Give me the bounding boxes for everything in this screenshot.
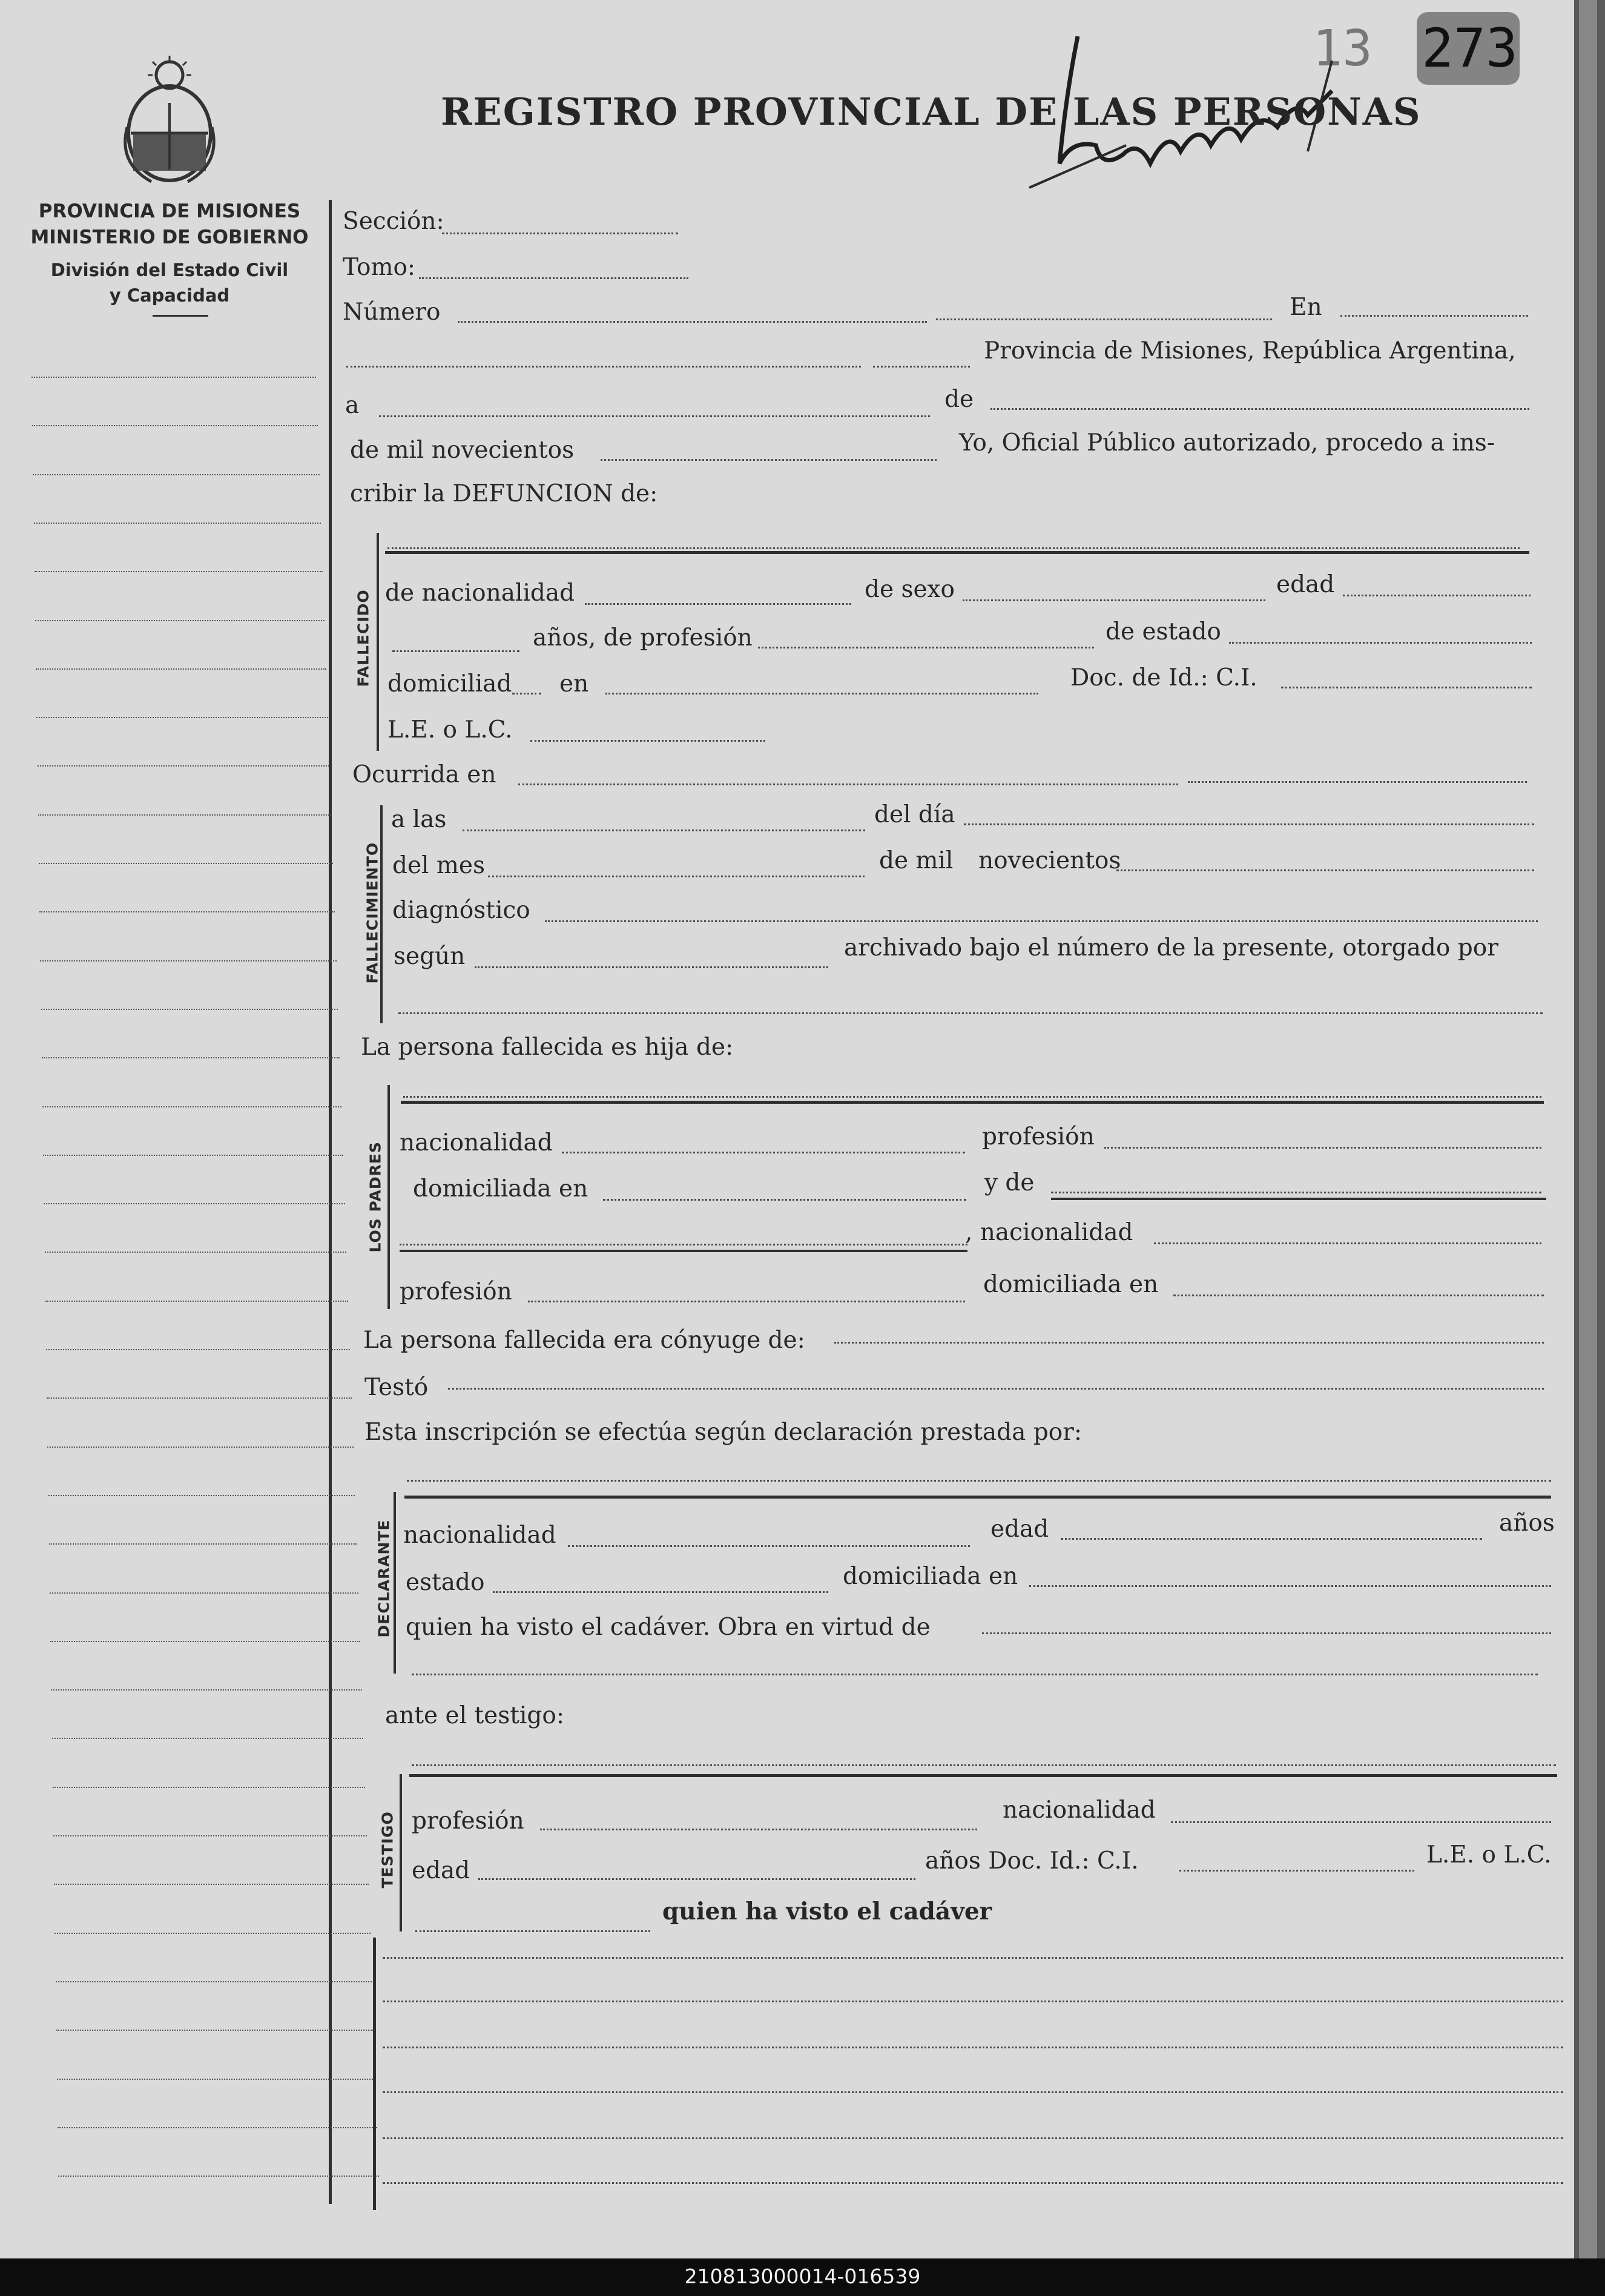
domicilio-field[interactable] (605, 693, 1038, 694)
inscribir-text: cribir la DEFUNCION de: (350, 480, 658, 507)
margin-line (57, 2079, 375, 2080)
padres-bracket (387, 1085, 390, 1309)
margin-line (45, 1301, 348, 1302)
image-caption: 210813000014-016539 (684, 2265, 921, 2288)
testo-label: Testó (364, 1374, 429, 1401)
margin-line (47, 1447, 353, 1448)
margin-line (58, 2176, 378, 2177)
notes-line[interactable] (383, 2047, 1563, 2048)
madre-name-field[interactable] (1051, 1192, 1541, 1193)
declarante-edad-field[interactable] (1061, 1538, 1482, 1540)
segun-label: según (394, 943, 466, 970)
coat-of-arms-icon (115, 54, 224, 188)
a-las-label: a las (391, 806, 447, 833)
estado-field[interactable] (1229, 642, 1532, 644)
padre-name-field[interactable] (403, 1096, 1541, 1098)
margin-line (41, 1009, 338, 1010)
seccion-field[interactable] (442, 233, 678, 234)
padre-profesion-field[interactable] (1104, 1147, 1541, 1149)
madre-domiciliada-label: domiciliada en (983, 1271, 1159, 1298)
column-divider (329, 200, 332, 2204)
diagnostico-field[interactable] (545, 920, 1538, 922)
header-capacity: y Capacidad (109, 285, 230, 306)
place-field-2[interactable] (873, 366, 970, 368)
tomo-field[interactable] (419, 277, 688, 279)
tomo-label: Tomo: (343, 254, 416, 281)
margin-line (49, 1543, 357, 1545)
dia-field[interactable] (964, 823, 1534, 825)
edad-field[interactable] (1343, 595, 1531, 596)
fallecido-label: FALLECIDO (354, 589, 372, 687)
en-field[interactable] (1340, 315, 1528, 317)
provincia-text: Provincia de Misiones, República Argentina, (984, 337, 1516, 365)
conyuge-field[interactable] (834, 1342, 1544, 1344)
nacionalidad-label: de nacionalidad (385, 579, 575, 607)
ocurrida-en-field[interactable] (518, 783, 1178, 785)
mes-field[interactable] (488, 876, 865, 877)
margin-line (39, 911, 335, 912)
archivado-text: archivado bajo el número de la presente, otorgado por (844, 934, 1498, 962)
fallecido-bracket (377, 533, 379, 751)
numero-label: Número (343, 299, 441, 326)
ci-field[interactable] (1281, 687, 1532, 688)
virtud-field[interactable] (982, 1632, 1551, 1634)
notes-line[interactable] (383, 2137, 1563, 2139)
testigo-nacionalidad-field[interactable] (1171, 1821, 1551, 1823)
estado-label: de estado (1106, 618, 1221, 645)
margin-line (44, 1203, 344, 1204)
header-province: PROVINCIA DE MISIONES (38, 200, 301, 222)
margin-line (36, 668, 326, 670)
testigo-label: TESTIGO (378, 1811, 397, 1889)
notes-line[interactable] (383, 1957, 1563, 1959)
padre-nacionalidad-label: nacionalidad (400, 1129, 553, 1156)
testigo-edad-label: edad (412, 1857, 470, 1884)
padre-domicilio-field[interactable] (603, 1199, 966, 1201)
padres-label: LOS PADRES (366, 1141, 384, 1253)
margin-line (53, 1787, 365, 1788)
margin-line (42, 1057, 340, 1058)
margin-line (54, 1884, 369, 1885)
padre-domiciliada-label: domiciliada en (413, 1175, 588, 1202)
declarante-domiciliada-label: domiciliada en (843, 1563, 1018, 1590)
hija-de-label: La persona fallecida es hija de: (361, 1034, 734, 1061)
declarante-estado-field[interactable] (493, 1591, 828, 1593)
nacionalidad-field[interactable] (585, 603, 851, 605)
margin-line (47, 1397, 352, 1399)
margin-line (38, 814, 331, 816)
margin-line (50, 1592, 358, 1594)
conyuge-label: La persona fallecida era cónyuge de: (363, 1327, 805, 1354)
margin-line (51, 1689, 361, 1691)
margin-line (36, 717, 328, 718)
sexo-field[interactable] (963, 599, 1265, 601)
madre-nacionalidad-label: , nacionalidad (965, 1219, 1133, 1246)
margin-line (45, 1252, 347, 1253)
notes-line[interactable] (383, 2001, 1563, 2002)
madre-underline-2 (400, 1250, 967, 1252)
doc-id-label: Doc. de Id.: C.I. (1070, 664, 1257, 691)
numero-field-2[interactable] (936, 318, 1272, 320)
header-underline (153, 315, 208, 317)
margin-line (56, 2030, 374, 2031)
testo-field[interactable] (448, 1388, 1544, 1390)
mil-novecientos-label: de mil novecientos (350, 437, 575, 464)
a-field[interactable] (379, 415, 930, 417)
header-ministry: MINISTERIO DE GOBIERNO (30, 226, 309, 248)
domiciliad-label: domiciliad (387, 670, 512, 698)
a-label: a (345, 392, 360, 419)
hora-field[interactable] (463, 830, 865, 831)
testigo-le-lc-label: L.E. o L.C. (1426, 1841, 1552, 1869)
margin-line (31, 377, 316, 378)
madre-domicilio-field[interactable] (1173, 1295, 1544, 1296)
ocurrida-en-field-2[interactable] (1188, 781, 1527, 783)
testigo-edad-field[interactable] (478, 1878, 915, 1880)
declarante-anos-label: años (1499, 1509, 1555, 1537)
testigo-bracket (400, 1774, 402, 1931)
margin-line (56, 1981, 372, 1982)
novecientos-label: novecientos (978, 847, 1121, 874)
margin-line (35, 620, 325, 621)
en-label: En (1290, 294, 1322, 321)
madre-profesion-label: profesión (400, 1278, 512, 1305)
profesion-field[interactable] (758, 647, 1094, 648)
declarante-nacionalidad-label: nacionalidad (403, 1522, 556, 1549)
diagnostico-label: diagnóstico (392, 897, 530, 924)
del-dia-label: del día (874, 801, 955, 828)
testigo-nacionalidad-label: nacionalidad (1003, 1796, 1156, 1824)
header-division: División del Estado Civil (50, 260, 289, 280)
testigo-cadaver-field[interactable] (415, 1930, 650, 1932)
oficial-text: Yo, Oficial Público autorizado, procedo a ins- (959, 429, 1495, 457)
deceased-name-field[interactable] (387, 547, 1520, 549)
record-number: 273 (1422, 17, 1518, 79)
year-field[interactable] (601, 459, 937, 461)
madre-name-field-2[interactable] (400, 1244, 967, 1245)
numero-field[interactable] (458, 321, 927, 323)
declarante-nacionalidad-field[interactable] (568, 1545, 970, 1547)
anio-field[interactable] (1116, 869, 1534, 871)
domiciliad-suffix-field[interactable] (512, 693, 541, 694)
margin-line (53, 1835, 367, 1836)
margin-line (35, 571, 323, 572)
margin-line (40, 960, 336, 962)
de-label: de (944, 386, 974, 413)
le-lc-label: L.E. o L.C. (387, 716, 513, 744)
padres-rule (401, 1101, 1544, 1104)
declarante-estado-label: estado (406, 1569, 485, 1596)
testigo-cadaver-text: quien ha visto el cadáver (662, 1898, 992, 1925)
domicilio-en-label: en (559, 670, 589, 698)
page-edge-band (1579, 0, 1597, 2258)
declarante-bracket (394, 1492, 396, 1674)
padre-profesion-label: profesión (982, 1123, 1095, 1150)
declarante-name-field[interactable] (407, 1480, 1551, 1482)
page-title: REGISTRO PROVINCIAL DE LAS PERSONAS (441, 90, 1422, 134)
declarante-edad-label: edad (990, 1516, 1049, 1543)
anos-field[interactable] (392, 650, 519, 652)
madre-underline (1051, 1198, 1546, 1200)
ante-testigo-label: ante el testigo: (385, 1702, 564, 1729)
anos-profesion-label: años, de profesión (533, 624, 753, 652)
madre-nacionalidad-field[interactable] (1154, 1242, 1541, 1244)
margin-line (52, 1738, 364, 1739)
fallecido-rule (385, 551, 1529, 554)
margin-line (48, 1495, 355, 1496)
declarante-domicilio-field[interactable] (1029, 1585, 1551, 1587)
testigo-rule (409, 1774, 1557, 1777)
le-lc-field[interactable] (530, 740, 765, 742)
inscripcion-text: Esta inscripción se efectúa según declaración prestada por: (364, 1419, 1082, 1446)
margin-line (42, 1106, 341, 1107)
de-mil-label: de mil (879, 847, 954, 874)
fallecimiento-label: FALLECIMIENTO (363, 842, 381, 984)
testigo-doc-label: años Doc. Id.: C.I. (925, 1847, 1139, 1875)
del-mes-label: del mes (392, 852, 485, 879)
notes-line[interactable] (383, 2182, 1563, 2184)
y-de-label: y de (984, 1169, 1035, 1196)
testigo-profesion-label: profesión (412, 1807, 524, 1835)
folio-number: 13 (1313, 20, 1373, 78)
margin-line (54, 1933, 370, 1934)
otorgado-field[interactable] (398, 1012, 1543, 1014)
sexo-label: de sexo (865, 576, 955, 603)
testigo-profesion-field[interactable] (540, 1829, 977, 1830)
declarante-cadaver-text: quien ha visto el cadáver. Obra en virtud de (406, 1614, 931, 1641)
edad-label: edad (1276, 571, 1335, 598)
margin-line (38, 765, 330, 767)
closing-bracket (373, 1938, 376, 2210)
margin-line (58, 2127, 377, 2128)
margin-line (33, 474, 319, 475)
testigo-name-field[interactable] (412, 1764, 1556, 1766)
segun-field[interactable] (475, 966, 828, 968)
declarante-rule (404, 1496, 1551, 1499)
margin-line (39, 863, 333, 864)
margin-line (32, 425, 318, 426)
de-field[interactable] (990, 408, 1529, 410)
margin-line (46, 1349, 350, 1350)
madre-profesion-field[interactable] (528, 1301, 965, 1302)
testigo-ci-field[interactable] (1179, 1870, 1414, 1872)
notes-line[interactable] (383, 2091, 1563, 2093)
padre-nacionalidad-field[interactable] (562, 1152, 965, 1153)
place-field[interactable] (346, 366, 861, 368)
margin-line (34, 523, 321, 524)
declarante-label: DECLARANTE (375, 1519, 393, 1638)
margin-line (43, 1155, 343, 1156)
margin-line (50, 1641, 360, 1642)
ocurrida-en-label: Ocurrida en (352, 761, 496, 788)
seccion-label: Sección: (343, 208, 444, 235)
virtud-field-2[interactable] (412, 1674, 1538, 1675)
